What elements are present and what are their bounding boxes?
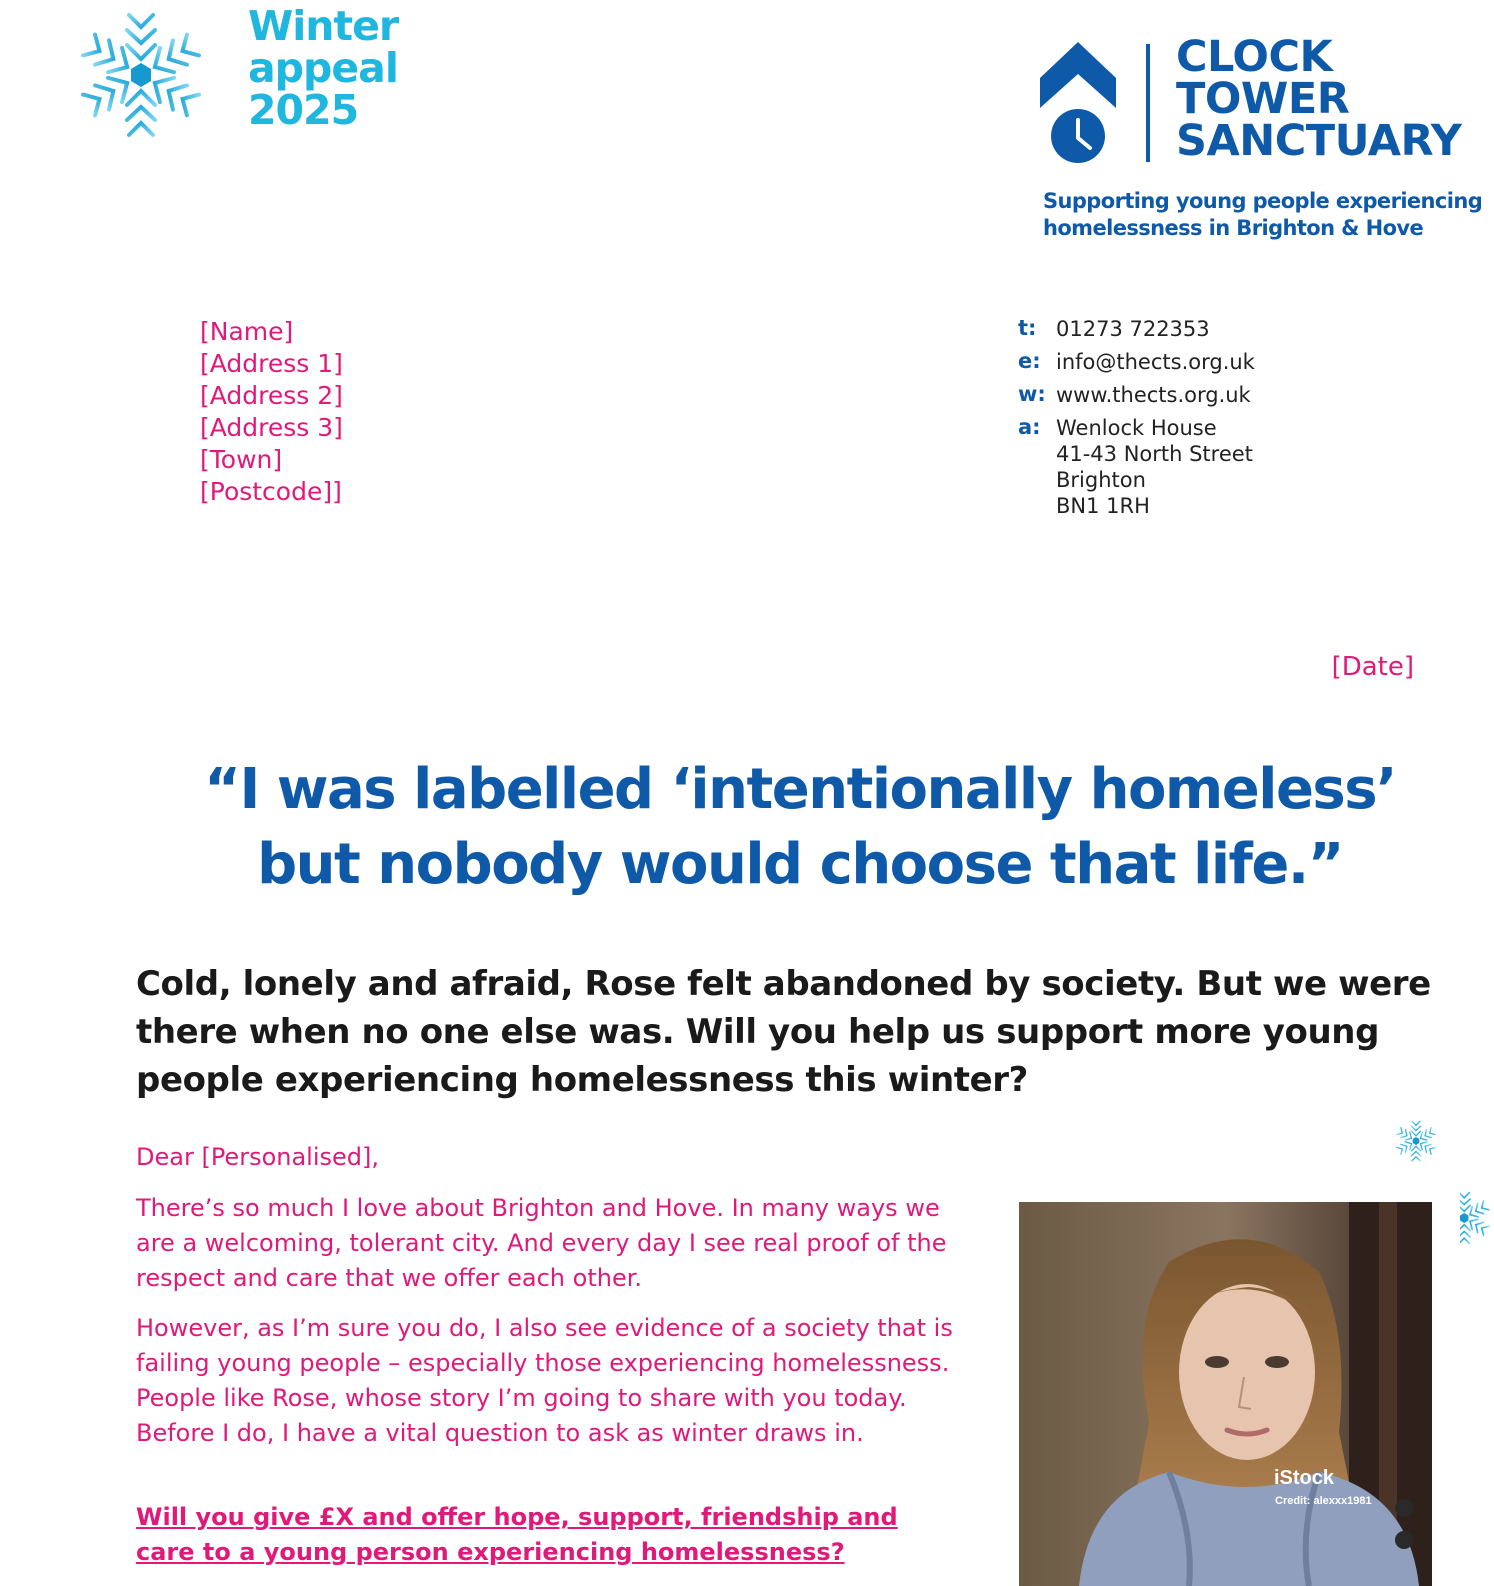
recipient-line: [Postcode]] bbox=[200, 477, 342, 506]
contact-phone-row bbox=[1018, 316, 1255, 342]
headline-line: “I was labelled ‘intentionally homeless’ bbox=[204, 757, 1396, 822]
phone-label: t: bbox=[1018, 316, 1037, 340]
tagline-line: Supporting young people experiencing bbox=[1043, 189, 1483, 213]
org-name-line: SANCTUARY bbox=[1176, 116, 1462, 166]
body-paragraph: There’s so much I love about Brighton and Hove. In many ways we are a welcoming, tolerant city. And every day I see real proof of the respect and care that we offer each other. bbox=[136, 1194, 947, 1292]
address-label: a: bbox=[1018, 415, 1041, 439]
donation-ask-link[interactable]: Will you give £X and offer hope, support, friendship and care to a young person experiencing homelessness? bbox=[136, 1503, 898, 1566]
tagline-line: homelessness in Brighton & Hove bbox=[1043, 216, 1424, 240]
appeal-line: appeal bbox=[248, 44, 398, 92]
snowflake-icon bbox=[56, 0, 226, 150]
subheading: Cold, lonely and afraid, Rose felt abandoned by society. But we were there when no one else was. Will you help us support more young people experiencing homelessness this winter? bbox=[136, 964, 1431, 1100]
portrait-photo bbox=[1019, 1202, 1432, 1586]
org-tagline bbox=[1043, 188, 1482, 242]
recipient-line: [Name] bbox=[200, 317, 294, 346]
recipient-line: [Town] bbox=[200, 445, 283, 474]
winter-appeal-title bbox=[248, 2, 399, 134]
email-link[interactable]: info@thects.org.uk bbox=[1056, 350, 1255, 374]
web-link[interactable]: www.thects.org.uk bbox=[1056, 383, 1251, 407]
recipient-address bbox=[200, 316, 343, 508]
recipient-line: [Address 3] bbox=[200, 413, 343, 442]
postal-address bbox=[1056, 415, 1253, 519]
small-snowflake-icon bbox=[1460, 1186, 1494, 1250]
greeting: Dear [Personalised], bbox=[136, 1143, 379, 1171]
photo-watermark: iStock bbox=[1274, 1467, 1335, 1489]
headline-line: but nobody would choose that life.” bbox=[257, 832, 1343, 897]
email-label: e: bbox=[1018, 349, 1041, 373]
org-name bbox=[1176, 32, 1462, 166]
appeal-line: Winter bbox=[248, 2, 399, 50]
photo-credit: Credit: alexxx1981 bbox=[1275, 1495, 1372, 1507]
contact-details bbox=[1018, 316, 1255, 519]
clock-house-logo-icon bbox=[1040, 42, 1116, 164]
address-line: Brighton bbox=[1056, 468, 1146, 492]
appeal-line: 2025 bbox=[248, 86, 359, 134]
recipient-line: [Address 2] bbox=[200, 381, 343, 410]
address-line: Wenlock House bbox=[1056, 416, 1217, 440]
phone-value[interactable]: 01273 722353 bbox=[1056, 317, 1210, 341]
contact-email-row bbox=[1018, 349, 1255, 375]
org-name-line: TOWER bbox=[1176, 74, 1350, 124]
recipient-line: [Address 1] bbox=[200, 349, 343, 378]
contact-address-row bbox=[1018, 415, 1255, 519]
contact-web-row bbox=[1018, 382, 1255, 408]
address-line: BN1 1RH bbox=[1056, 494, 1150, 518]
body-paragraph: However, as I’m sure you do, I also see evidence of a society that is failing young people – especially those experiencing homelessness. People like Rose, whose story I’m going to share with you today. Before I do, I have a vital question to ask as winter draws in. bbox=[136, 1314, 953, 1447]
logo-divider bbox=[1146, 44, 1150, 162]
letter-date: [Date] bbox=[1331, 652, 1414, 682]
address-line: 41-43 North Street bbox=[1056, 442, 1253, 466]
org-name-line: CLOCK bbox=[1176, 32, 1333, 82]
web-label: w: bbox=[1018, 382, 1046, 406]
headline-quote bbox=[100, 752, 1494, 902]
small-snowflake-icon bbox=[1388, 1114, 1444, 1168]
